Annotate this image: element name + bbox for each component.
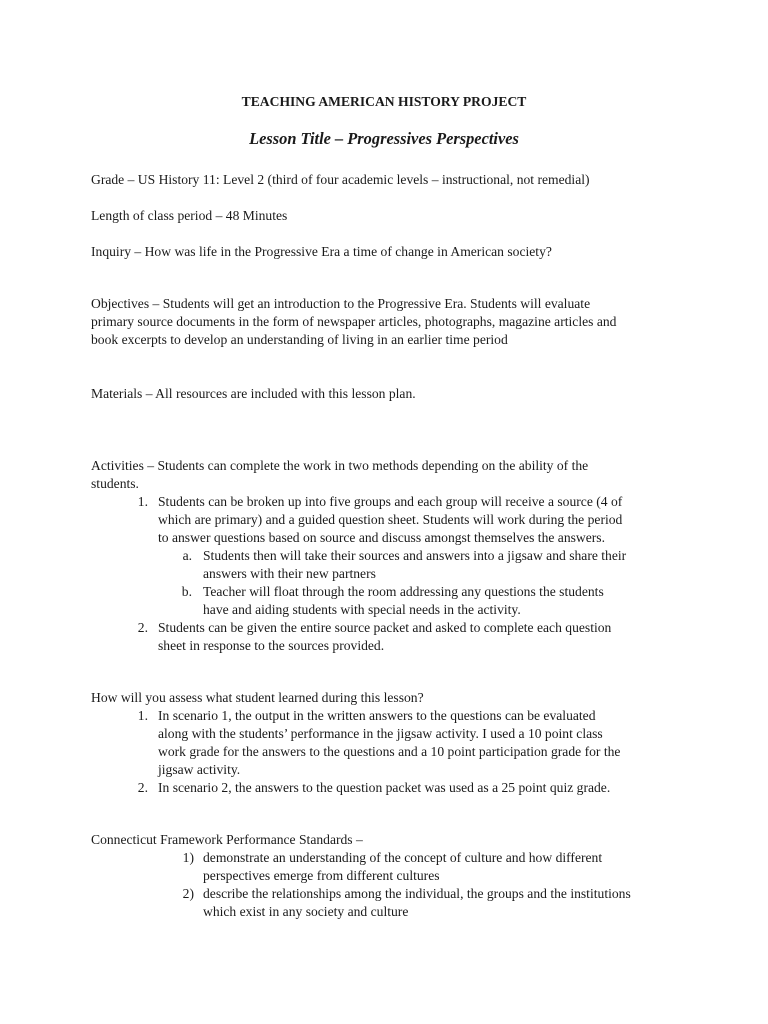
list-letter: b. <box>181 584 192 599</box>
grade-line: Grade – US History 11: Level 2 (third of four academic levels – instructional, not remedial) <box>91 172 590 187</box>
list-item-line: Students can be broken up into five groups and each group will receive a source (4 of <box>158 494 623 509</box>
list-number: 2) <box>182 886 194 901</box>
list-item-line: work grade for the answers to the questions and a 10 point participation grade for the <box>158 744 621 759</box>
length-line: Length of class period – 48 Minutes <box>91 208 288 223</box>
list-item-line: In scenario 2, the answers to the question packet was used as a 25 point quiz grade. <box>158 780 611 795</box>
list-item-line: which exist in any society and culture <box>203 904 409 919</box>
sub-item-line: Teacher will float through the room addressing any questions the students <box>203 584 604 599</box>
activities-intro: Activities – Students can complete the work in two methods depending on the ability of the <box>91 458 589 473</box>
activities-intro: students. <box>91 476 139 491</box>
list-number: 1. <box>137 494 148 509</box>
list-number: 2. <box>137 620 148 635</box>
list-item-line: demonstrate an understanding of the concept of culture and how different <box>203 850 603 865</box>
sub-item-line: have and aiding students with special needs in the activity. <box>203 602 521 617</box>
list-item-line: which are primary) and a guided question sheet. Students will work during the period <box>158 512 623 527</box>
list-item-line: describe the relationships among the individual, the groups and the institutions <box>203 886 631 901</box>
materials-line: Materials – All resources are included with this lesson plan. <box>91 386 416 401</box>
objectives-line: Objectives – Students will get an introduction to the Progressive Era. Students will evaluate <box>91 296 591 311</box>
list-letter: a. <box>182 548 192 563</box>
objectives-line: book excerpts to develop an understanding of living in an earlier time period <box>91 332 508 347</box>
list-number: 2. <box>137 780 148 795</box>
list-item-line: perspectives emerge from different cultures <box>203 868 440 883</box>
list-item-line: sheet in response to the sources provided. <box>158 638 385 653</box>
list-item-line: to answer questions based on source and discuss amongst themselves the answers. <box>158 530 605 545</box>
list-item-line: In scenario 1, the output in the written answers to the questions can be evaluated <box>158 708 596 723</box>
list-number: 1. <box>137 708 148 723</box>
assessment-question: How will you assess what student learned during this lesson? <box>91 690 424 705</box>
standards-heading: Connecticut Framework Performance Standards – <box>91 832 363 847</box>
list-item-line: Students can be given the entire source packet and asked to complete each question <box>158 620 612 635</box>
inquiry-line: Inquiry – How was life in the Progressive Era a time of change in American society? <box>91 244 552 259</box>
list-number: 1) <box>182 850 194 865</box>
list-item-line: along with the students’ performance in the jigsaw activity. I used a 10 point class <box>158 726 603 741</box>
page-title: TEACHING AMERICAN HISTORY PROJECT <box>241 94 527 109</box>
lesson-title: Lesson Title – Progressives Perspectives <box>249 129 519 148</box>
objectives-line: primary source documents in the form of newspaper articles, photographs, magazine articles and <box>91 314 617 329</box>
list-item-line: jigsaw activity. <box>158 762 241 777</box>
sub-item-line: Students then will take their sources and answers into a jigsaw and share their <box>203 548 627 563</box>
sub-item-line: answers with their new partners <box>203 566 376 581</box>
